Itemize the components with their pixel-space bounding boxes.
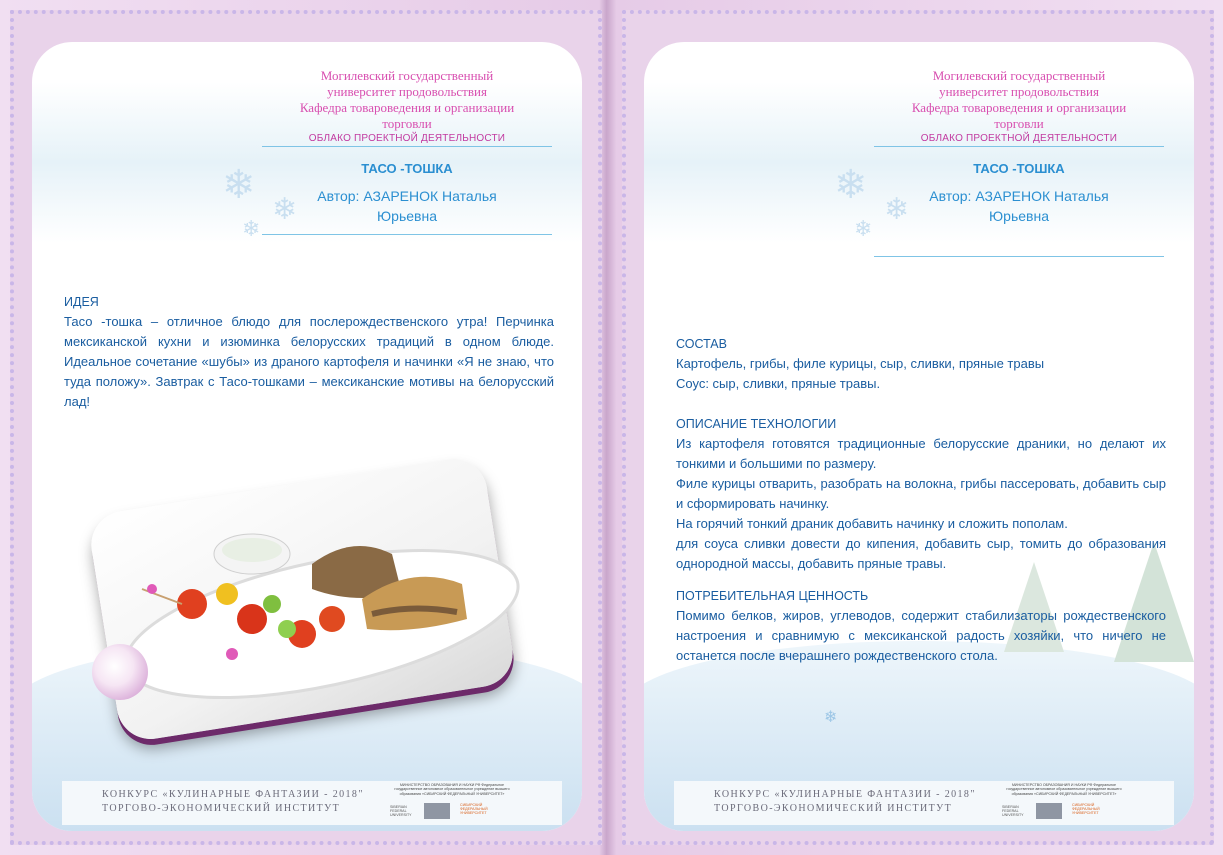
value-section (676, 586, 1166, 666)
value-text: Помимо белков, жиров, углеводов, содержит стабилизаторы рождественского настроения и сравнимую с мексиканской радость хозяйки, что ничего не останется после вчерашнего рождественского стола. (676, 608, 1166, 663)
snowflake-icon: ❄ (272, 192, 298, 227)
snowflake-icon: ❄ (242, 217, 261, 242)
institution-line: Могилевский государственный (932, 68, 1106, 83)
composition-section (676, 334, 1166, 394)
page-header (874, 68, 1164, 257)
plate-illustration (72, 454, 562, 744)
dish-title: ТАСО -ТОШКА (973, 161, 1065, 176)
left-sheet (32, 42, 582, 831)
section-title: ИДЕЯ (64, 295, 99, 309)
dish-photo (72, 454, 562, 744)
divider (262, 234, 552, 235)
technology-text: На горячий тонкий драник добавить начинку и сложить пополам. (676, 516, 1068, 531)
institution-line: Могилевский государственный (320, 68, 494, 83)
institute-label: ТОРГОВО-ЭКОНОМИЧЕСКИЙ ИНСТИТУТ (102, 803, 341, 814)
divider (874, 146, 1164, 147)
ministry-text: МИНИСТЕРСТВО ОБРАЗОВАНИЯ И НАУКИ РФ Федеральное государственное автономное образовательное учреждение высшего образования «СИБИРСКИЙ ФЕДЕРАЛЬНЫЙ УНИВЕРСИТЕТ» (394, 783, 510, 796)
institution-line: Кафедра товароведения и организации (911, 100, 1127, 115)
institute-label: ТОРГОВО-ЭКОНОМИЧЕСКИЙ ИНСТИТУТ (714, 803, 953, 814)
contest-label: КОНКУРС «КУЛИНАРНЫЕ ФАНТАЗИИ - 2018" (714, 789, 976, 800)
idea-section (64, 292, 554, 412)
ministry-text: МИНИСТЕРСТВО ОБРАЗОВАНИЯ И НАУКИ РФ Федеральное государственное автономное образовательное учреждение высшего образования «СИБИРСКИЙ ФЕДЕРАЛЬНЫЙ УНИВЕРСИТЕТ» (1006, 783, 1122, 796)
section-title: СОСТАВ (676, 337, 727, 351)
university-logos (390, 803, 540, 821)
institution-line: университет продовольствия (327, 84, 487, 99)
page-footer (674, 781, 1174, 825)
logo-text: СИБИРСКИЙ ФЕДЕРАЛЬНЫЙ УНИВЕРСИТЕТ (460, 803, 488, 815)
technology-text: для соуса сливки довести до кипения, добавить сыр, томить до образования однородной массы, добавить пряные травы. (676, 536, 1166, 571)
author-line: Юрьевна (377, 208, 437, 224)
cloud-caption: ОБЛАКО ПРОЕКТНОЙ ДЕЯТЕЛЬНОСТИ (308, 133, 506, 144)
page-header (262, 68, 552, 235)
snowflake-icon: ❄ (834, 162, 868, 208)
institution-line: торговли (994, 116, 1044, 131)
technology-text: Из картофеля готовятся традиционные белорусские драники, но делают их тонкими и большими по размеру. (676, 436, 1166, 471)
snowflake-icon: ❄ (884, 192, 910, 227)
dish-title: ТАСО -ТОШКА (361, 161, 453, 176)
institution-line: Кафедра товароведения и организации (299, 100, 515, 115)
section-title: ОПИСАНИЕ ТЕХНОЛОГИИ (676, 417, 837, 431)
right-page (622, 10, 1214, 845)
university-logo-icon (1036, 803, 1062, 819)
idea-text: Тасо -тошка – отличное блюдо для послерождественского утра! Перчинка мексиканской кухни и изюминка белорусских традиций в одном блюде. Идеальное сочетание «шубы» из драного картофеля и начинки «Я не знаю, что туда положу». Завтрак с Тасо-тошками – мексиканские мотивы на белорусский лад! (64, 314, 554, 409)
technology-text: Филе курицы отварить, разобрать на волокна, грибы пассеровать, добавить сыр и сформировать начинку. (676, 476, 1166, 511)
snowflake-icon: ❄ (824, 707, 838, 726)
institution-line: торговли (382, 116, 432, 131)
cloud-caption: ОБЛАКО ПРОЕКТНОЙ ДЕЯТЕЛЬНОСТИ (920, 133, 1118, 144)
composition-text: Соус: сыр, сливки, пряные травы. (676, 376, 881, 391)
university-logos (1002, 803, 1152, 821)
page-footer (62, 781, 562, 825)
logo-text: СИБИРСКИЙ ФЕДЕРАЛЬНЫЙ УНИВЕРСИТЕТ (1072, 803, 1100, 815)
logo-text: SIBERIAN FEDERAL UNIVERSITY (390, 805, 412, 817)
divider (874, 256, 1164, 257)
divider (262, 146, 552, 147)
section-title: ПОТРЕБИТЕЛЬНАЯ ЦЕННОСТЬ (676, 589, 869, 603)
composition-text: Картофель, грибы, филе курицы, сыр, сливки, пряные травы (676, 356, 1045, 371)
right-sheet (644, 42, 1194, 831)
snowflake-icon: ❄ (222, 162, 256, 208)
logo-text: SIBERIAN FEDERAL UNIVERSITY (1002, 805, 1024, 817)
contest-label: КОНКУРС «КУЛИНАРНЫЕ ФАНТАЗИИ - 2018" (102, 789, 364, 800)
author-line: Юрьевна (989, 208, 1049, 224)
university-logo-icon (424, 803, 450, 819)
left-page (10, 10, 602, 845)
technology-section (676, 414, 1166, 574)
institution-line: университет продовольствия (939, 84, 1099, 99)
author-line: Автор: АЗАРЕНОК Наталья (317, 188, 497, 204)
author-line: Автор: АЗАРЕНОК Наталья (929, 188, 1109, 204)
snowflake-icon: ❄ (854, 217, 873, 242)
decorative-bubble (92, 644, 148, 700)
